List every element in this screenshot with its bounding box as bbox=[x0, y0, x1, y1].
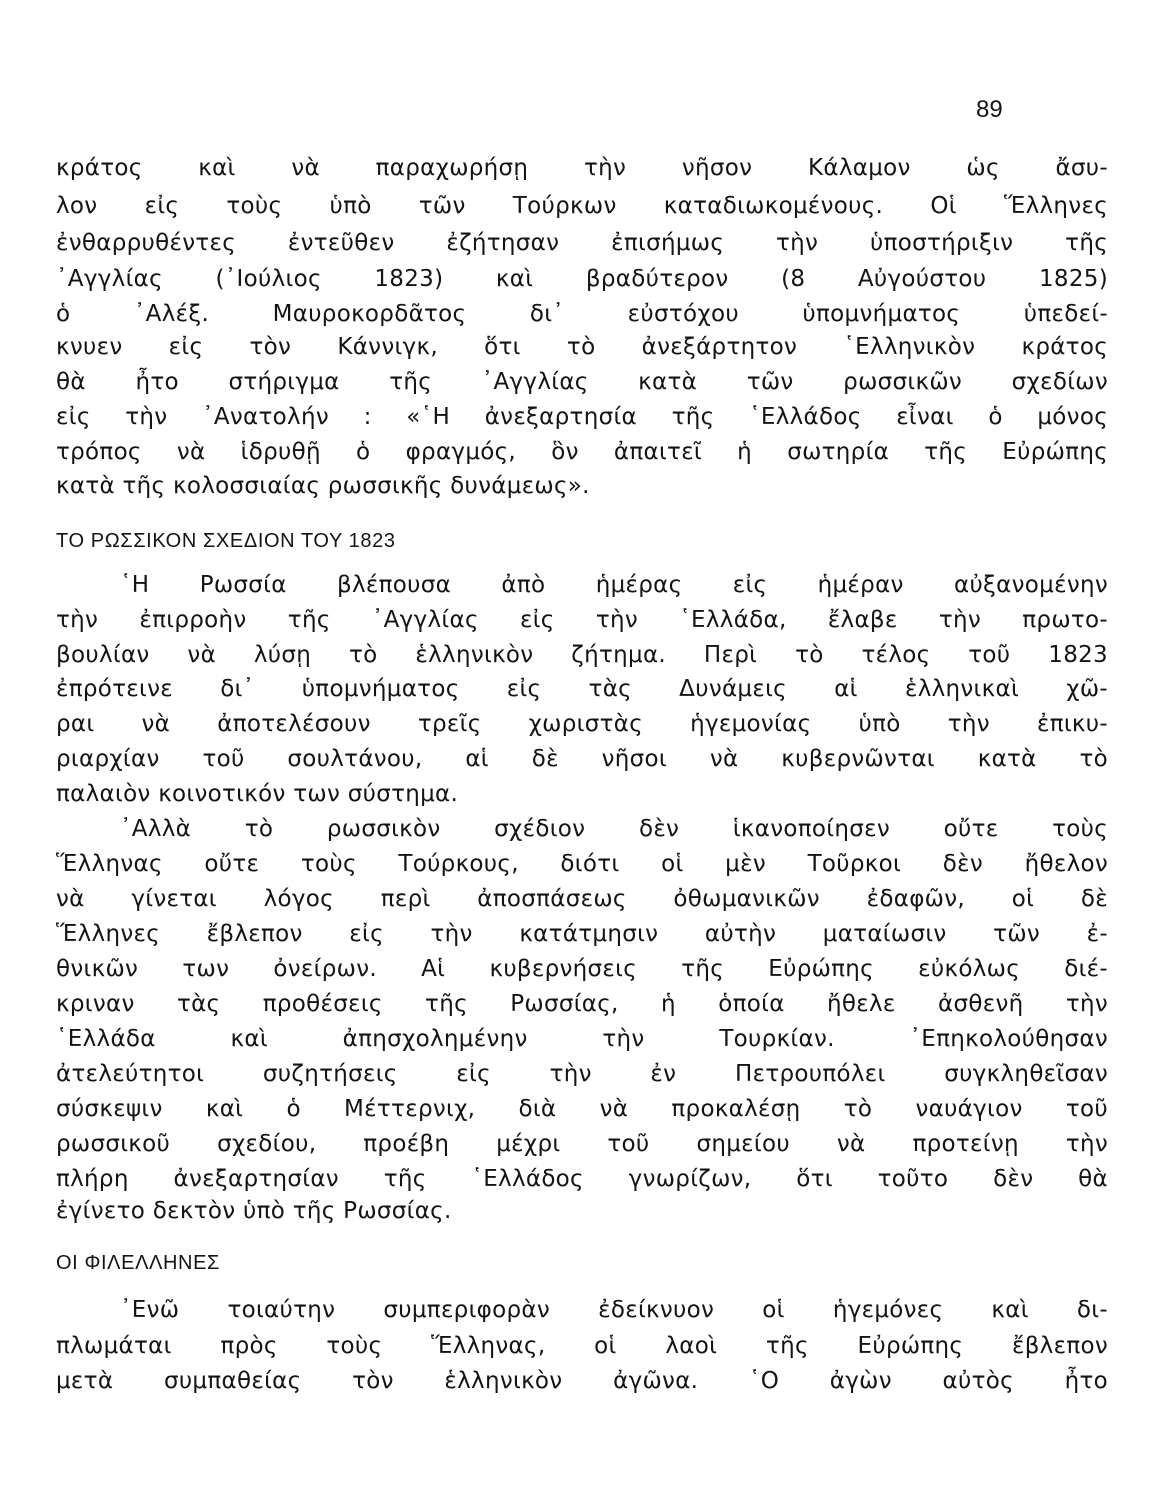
text-line: ἐγίνετο δεκτὸν ὑπὸ τῆς Ρωσσίας. bbox=[56, 1198, 452, 1224]
text-line: ἐπρότεινε δι᾽ ὑπομνήματος εἰς τὰς Δυνάμεις αἱ ἑλληνικαὶ χῶ- bbox=[56, 676, 1108, 702]
text-line: τὴν ἐπιρροὴν τῆς ᾽Αγγλίας εἰς τὴν ῾Ελλάδα, ἔλαβε τὴν πρωτο- bbox=[56, 607, 1108, 633]
text-line: πλήρη ἀνεξαρτησίαν τῆς ῾Ελλάδος γνωρίζων, ὅτι τοῦτο δὲν θὰ bbox=[56, 1166, 1108, 1192]
page-number: 89 bbox=[976, 96, 1003, 123]
text-line: μετὰ συμπαθείας τὸν ἑλληνικὸν ἀγῶνα. ῾Ο ἀγὼν αὐτὸς ἦτο bbox=[56, 1368, 1108, 1394]
text-line: σύσκεψιν καὶ ὁ Μέττερνιχ, διὰ νὰ προκαλέσῃ τὸ ναυάγιον τοῦ bbox=[56, 1096, 1108, 1122]
text-line: ἐνθαρρυθέντες ἐντεῦθεν ἐζήτησαν ἐπισήμως τὴν ὑποστήριξιν τῆς bbox=[56, 230, 1108, 256]
text-line: κνυεν εἰς τὸν Κάννιγκ, ὅτι τὸ ἀνεξάρτητον ῾Ελληνικὸν κράτος bbox=[56, 334, 1108, 360]
text-line: ᾽Ενῶ τοιαύτην συμπεριφορὰν ἐδείκνυον οἱ ἡγεμόνες καὶ δι- bbox=[120, 1297, 1108, 1323]
text-line: παλαιὸν κοινοτικόν των σύστημα. bbox=[56, 781, 459, 807]
text-line: εἰς τὴν ᾽Ανατολήν : «῾Η ἀνεξαρτησία τῆς ῾Ελλάδος εἶναι ὁ μόνος bbox=[56, 404, 1108, 430]
text-line: Ἕλληνες ἔβλεπον εἰς τὴν κατάτμησιν αὐτὴν ματαίωσιν τῶν ἐ- bbox=[56, 921, 1108, 947]
text-line: νὰ γίνεται λόγος περὶ ἀποσπάσεως ὀθωμανικῶν ἐδαφῶν, οἱ δὲ bbox=[56, 886, 1108, 912]
section-heading: ΟΙ ΦΙΛΕΛΛΗΝΕΣ bbox=[56, 1252, 220, 1274]
text-line: θὰ ἦτο στήριγμα τῆς ᾽Αγγλίας κατὰ τῶν ρωσσικῶν σχεδίων bbox=[56, 369, 1108, 395]
section-heading: ΤΟ ΡΩΣΣΙΚΟΝ ΣΧΕΔΙΟΝ ΤΟΥ 1823 bbox=[56, 530, 396, 552]
text-line: ῾Ελλάδα καὶ ἀπησχολημένην τὴν Τουρκίαν. ᾽Επηκολούθησαν bbox=[56, 1026, 1108, 1052]
text-line: κατὰ τῆς κολοσσιαίας ρωσσικῆς δυνάμεως». bbox=[56, 473, 590, 499]
text-line: κράτος καὶ νὰ παραχωρήσῃ τὴν νῆσον Κάλαμον ὡς ἄσυ- bbox=[56, 155, 1108, 181]
text-line: ὁ ᾽Αλέξ. Μαυροκορδᾶτος δι᾽ εὐστόχου ὑπομνήματος ὑπεδεί- bbox=[56, 301, 1108, 327]
text-line: πλωμάται πρὸς τοὺς Ἕλληνας, οἱ λαοὶ τῆς Εὐρώπης ἔβλεπον bbox=[56, 1333, 1108, 1359]
text-line: ἀτελεύτητοι συζητήσεις εἰς τὴν ἐν Πετρουπόλει συγκληθεῖσαν bbox=[56, 1061, 1108, 1087]
text-line: ρωσσικοῦ σχεδίου, προέβη μέχρι τοῦ σημείου νὰ προτείνῃ τὴν bbox=[56, 1131, 1108, 1157]
text-line: κριναν τὰς προθέσεις τῆς Ρωσσίας, ἡ ὁποία ἤθελε ἀσθενῆ τὴν bbox=[56, 991, 1108, 1017]
text-line: ῾Η Ρωσσία βλέπουσα ἀπὸ ἡμέρας εἰς ἡμέραν αὐξανομένην bbox=[120, 572, 1108, 598]
text-line: ραι νὰ ἀποτελέσουν τρεῖς χωριστὰς ἡγεμονίας ὑπὸ τὴν ἐπικυ- bbox=[56, 711, 1108, 737]
text-line: βουλίαν νὰ λύσῃ τὸ ἑλληνικὸν ζήτημα. Περὶ τὸ τέλος τοῦ 1823 bbox=[56, 642, 1108, 668]
text-line: ᾽Αλλὰ τὸ ρωσσικὸν σχέδιον δὲν ἱκανοποίησεν οὔτε τοὺς bbox=[120, 816, 1108, 842]
text-line: Ἕλληνας οὔτε τοὺς Τούρκους, διότι οἱ μὲν Τοῦρκοι δὲν ἤθελον bbox=[56, 851, 1108, 877]
text-line: λον εἰς τοὺς ὑπὸ τῶν Τούρκων καταδιωκομένους. Οἱ Ἕλληνες bbox=[56, 193, 1108, 219]
text-line: ᾽Αγγλίας (᾽Ιούλιος 1823) καὶ βραδύτερον (8 Αὐγούστου 1825) bbox=[56, 266, 1108, 292]
text-line: ριαρχίαν τοῦ σουλτάνου, αἱ δὲ νῆσοι νὰ κυβερνῶνται κατὰ τὸ bbox=[56, 746, 1108, 772]
text-line: θνικῶν των ὀνείρων. Αἱ κυβερνήσεις τῆς Εὐρώπης εὐκόλως διέ- bbox=[56, 956, 1108, 982]
text-line: τρόπος νὰ ἱδρυθῇ ὁ φραγμός, ὃν ἀπαιτεῖ ἡ σωτηρία τῆς Εὐρώπης bbox=[56, 439, 1108, 465]
